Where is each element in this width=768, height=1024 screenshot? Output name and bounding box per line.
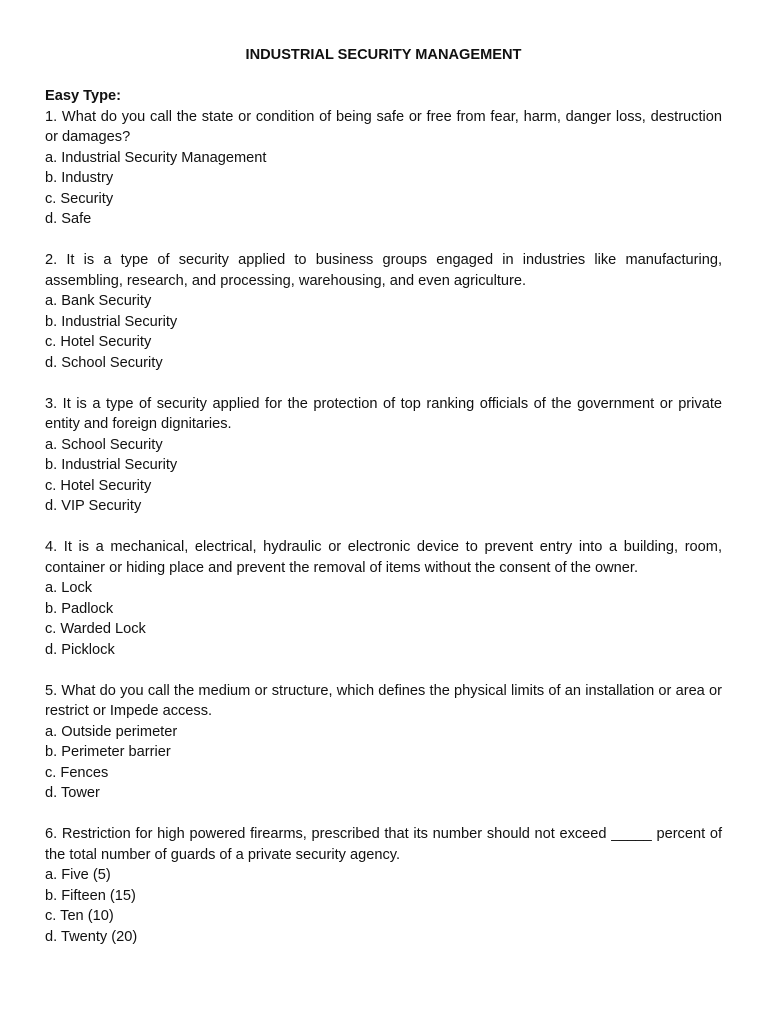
option-d: d. Twenty (20): [45, 928, 138, 945]
document-title: INDUSTRIAL SECURITY MANAGEMENT: [245, 47, 522, 63]
section-label: Easy Type:: [45, 88, 121, 104]
option-c: c. Hotel Security: [45, 477, 152, 494]
option-c: c. Ten (10): [45, 908, 114, 924]
question-text: 2. It is a type of security applied to business groups engaged in industries like manufacturing, assembling, research, and processing, warehousing, and even agriculture.: [45, 252, 722, 289]
option-b: b. Fifteen (15): [45, 887, 136, 904]
option-d: d. Tower: [45, 785, 100, 801]
option-c: c. Security: [45, 190, 114, 207]
option-d: d. School Security: [45, 354, 163, 371]
option-a: a. Lock: [45, 580, 93, 596]
question-text: 5. What do you call the medium or structure, which defines the physical limits of an installation or area or restrict or Impede access.: [45, 682, 722, 719]
option-d: d. Safe: [45, 211, 92, 227]
option-b: b. Industrial Security: [45, 457, 178, 473]
option-c: c. Fences: [45, 764, 109, 781]
question-3: [45, 394, 722, 517]
question-6: [45, 824, 722, 947]
option-c: c. Hotel Security: [45, 334, 152, 350]
question-text: 4. It is a mechanical, electrical, hydraulic or electronic device to prevent entry into a building, room, container or hiding place and prevent the removal of items without the consent of the owner.: [45, 539, 722, 576]
option-a: a. School Security: [45, 436, 163, 453]
question-5: [45, 681, 722, 804]
question-text: 3. It is a type of security applied for the protection of top ranking officials of the government or private entity and foreign dignitaries.: [45, 395, 722, 432]
question-text: 6. Restriction for high powered firearms, prescribed that its number should not exceed _____ percent of the total number of guards of a private security agency.: [45, 826, 722, 863]
question-1: [45, 107, 722, 230]
option-d: d. Picklock: [45, 641, 115, 658]
option-b: b. Perimeter barrier: [45, 744, 171, 760]
option-d: d. VIP Security: [45, 498, 142, 514]
option-a: a. Five (5): [45, 867, 111, 883]
question-text: 1. What do you call the state or condition of being safe or free from fear, harm, danger loss, destruction or damages?: [45, 108, 722, 145]
option-a: a. Outside perimeter: [45, 723, 178, 740]
option-c: c. Warded Lock: [45, 621, 146, 637]
option-b: b. Industrial Security: [45, 313, 178, 330]
option-a: a. Bank Security: [45, 293, 152, 309]
question-4: [45, 537, 722, 660]
option-a: a. Industrial Security Management: [45, 149, 267, 166]
question-2: [45, 250, 722, 373]
option-b: b. Industry: [45, 170, 114, 186]
document-page: [45, 45, 722, 968]
option-b: b. Padlock: [45, 600, 114, 617]
